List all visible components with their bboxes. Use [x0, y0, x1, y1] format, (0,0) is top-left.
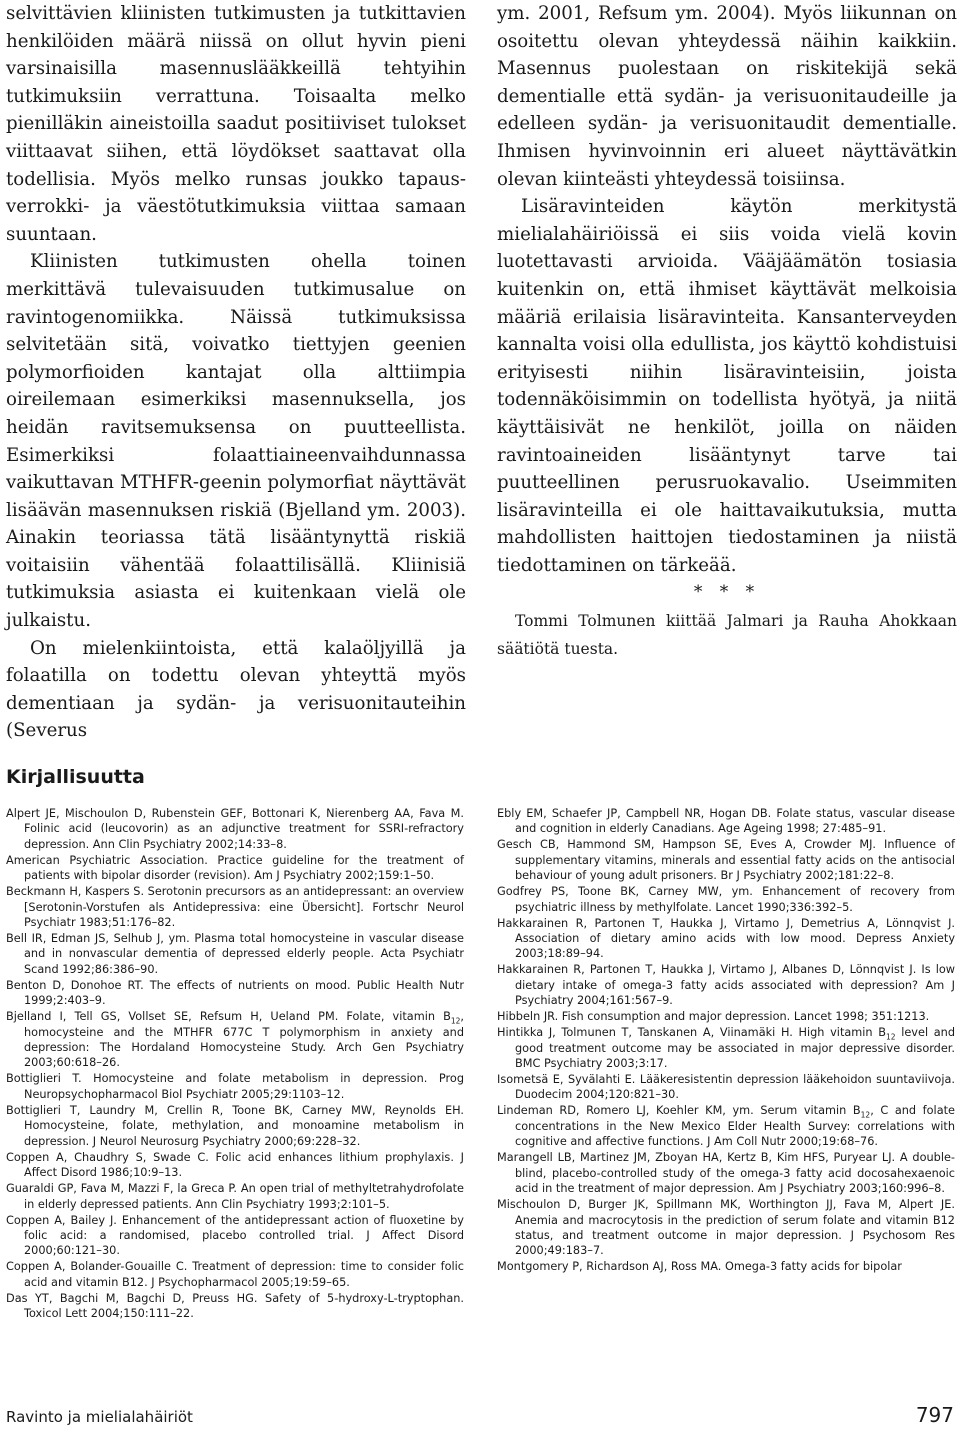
reference-entry: Bottiglieri T, Laundry M, Crellin R, Toone BK, Carney MW, Reynolds EH. Homocysteine, folate, methylation, and monoamine metabolism in depression. J Neurol Neurosurg Psychiatry 2000;69:228–32. — [6, 1103, 464, 1148]
body-paragraph: On mielenkiintoista, että kalaöljyillä ja folaatilla on todettu olevan yhteyttä myös dementiaan ja sydän- ja verisuonitauteihin (Severus — [6, 637, 466, 742]
reference-entry: Hibbeln JR. Fish consumption and major depression. Lancet 1998; 351:1213. — [497, 1010, 930, 1024]
reference-list-left — [6, 806, 464, 1322]
reference-entry: Marangell LB, Martinez JM, Zboyan HA, Kertz B, Kim HFS, Puryear LJ. A double-blind, placebo-controlled study of the omega-3 fatty acid docosahexaenoic acid in the treatment of major depression. Am J Psychiatry 2003;160:996–8. — [497, 1151, 955, 1196]
reference-text: Lindeman RD, Romero LJ, Koehler KM, ym. Serum vitamin B — [497, 1104, 861, 1118]
reference-entry: Coppen A, Chaudhry S, Swade C. Folic acid enhances lithium prophylaxis. J Affect Disord 1986;10:9–13. — [6, 1150, 464, 1180]
reference-text: , homocysteine and the MTHFR 677C T polymorphism in anxiety and depression: The Hordaland Homocysteine Study. Arch Gen Psychiatry 2003;60:618–26. — [24, 1010, 464, 1070]
reference-entry: Alpert JE, Mischoulon D, Rubenstein GEF, Bottonari K, Nierenberg AA, Fava M. Folinic acid (leucovorin) as an adjunctive treatment for SSRI-refractory depression. Ann Clin Psychiatry 2002;14:33–8. — [6, 807, 464, 851]
reference-entry: Benton D, Donohoe RT. The effects of nutrients on mood. Public Health Nutr 1999;2:403–9. — [6, 978, 464, 1008]
reference-entry: Isometsä E, Syvälahti E. Lääkeresistentin depression lääkehoidon suuntaviivoja. Duodecim 2004;120:821–30. — [497, 1073, 955, 1102]
subscript: 12 — [860, 1110, 871, 1120]
reference-entry: Godfrey PS, Toone BK, Carney MW, ym. Enhancement of recovery from psychiatric illness by methylfolate. Lancet 1990;336:392–5. — [497, 885, 955, 914]
reference-entry: Guaraldi GP, Fava M, Mazzi F, la Greca P. An open trial of methyltetrahydrofolate in elderly depressed patients. Ann Clin Psychiatry 1993;2:101–5. — [6, 1182, 464, 1211]
body-column-left — [6, 0, 466, 745]
reference-text: level and good treatment outcome may be associated in major depressive disorder. BMC Psychiatry 2003;3:17. — [515, 1026, 955, 1071]
reference-entry: Gesch CB, Hammond SM, Hampson SE, Eves A, Crowder MJ. Influence of supplementary vitamins, minerals and essential fatty acids on the antisocial behaviour of young adult prisoners. Br J Psychiatry 2002;181:22–8. — [497, 838, 955, 883]
reference-entry: Beckmann H, Kaspers S. Serotonin precursors as an antidepressant: an overview [Serotonin-Vorstufen als Antidepressiva: eine Übersicht]. Fortschr Neurol Psychiatr 1983;51:176–82. — [6, 885, 464, 930]
reference-entry: Mischoulon D, Burger JK, Spillmann MK, Worthington JJ, Fava M, Alpert JE. Anemia and macrocytosis in the prediction of serum folate and vitamin B12 status, and treatment outcome in major depression. J Psychosom Res 2000;49:183–7. — [497, 1198, 955, 1258]
reference-entry — [6, 1009, 464, 1071]
reference-text: , C and folate concentrations in the New Mexico Elder Health Survey: correlations with cognitive and affective functions. J Am Coll Nutr 2000;19:68–76. — [515, 1104, 955, 1149]
acknowledgement: Tommi Tolmunen kiittää Jalmari ja Rauha Ahokkaan säätiötä tuesta. — [497, 612, 957, 659]
body-paragraph: Lisäravinteiden käytön merkitystä mielialahäiriöissä ei siis voida vielä kovin luotettavasti arvioida. Vääjäämätön tosiasia kuitenkin on, että ihmiset käyttävät melkoisia määriä erilaisia lisäravinteita. Kansanterveyden kannalta voisi olla edullista, jos käyttö kohdistuisi erityisesti niihin lisäravinteisiin, joista todennäköisimmin on todellista hyötyä, ja niitä käyttäisivät ne henkilöt, joilla on näiden ravintoaineiden lisääntynyt tarve tai puutteellinen perusruokavalio. Useimmiten lisäravinteilla ei ole haittavaikutuksia, mutta mahdollisten haittojen tiedostaminen ja niistä tiedottaminen on tärkeää. — [497, 196, 957, 576]
reference-entry: Bottiglieri T. Homocysteine and folate metabolism in depression. Prog Neuropsychopharmacol Biol Psychiatr 2005;29:1103–12. — [6, 1072, 464, 1101]
reference-entry — [497, 1103, 955, 1149]
reference-entry: Das YT, Bagchi M, Bagchi D, Preuss HG. Safety of 5-hydroxy-L-tryptophan. Toxicol Lett 2004;150:111–22. — [6, 1291, 464, 1321]
body-column-right — [497, 0, 957, 663]
page-number: 797 — [915, 1403, 954, 1427]
reference-text: Hintikka J, Tolmunen T, Tanskanen A, Viinamäki H. High vitamin B — [497, 1026, 887, 1040]
body-paragraph: Kliinisten tutkimusten ohella toinen merkittävä tulevaisuuden tutkimusalue on ravintogenomiikka. Näissä tutkimuksissa selvitetään sitä, voivatko tiettyjen geenien polymorfioiden kantajat olla alttiimpia oireilemaan esimerkiksi masennuksella, jos heidän ravitsemuksensa on puutteellista. Esimerkiksi folaattiaineenvaihdunnassa vaikuttavan MTHFR-geenin polymorfiat näyttävät lisäävän masennuksen riskiä (Bjelland ym. 2003). Ainakin teoriassa tätä lisääntynyttä riskiä voitaisiin vähentää folaattilisällä. Kliinisiä tutkimuksia asiasta ei kuitenkaan vielä ole julkaistu. — [6, 251, 466, 632]
reference-entry: Montgomery P, Richardson AJ, Ross MA. Omega-3 fatty acids for bipolar — [497, 1260, 902, 1274]
reference-list-right — [497, 806, 955, 1275]
references-heading: Kirjallisuutta — [6, 766, 145, 788]
section-separator: * * * — [693, 582, 761, 603]
subscript: 12 — [886, 1032, 896, 1042]
reference-entry: Coppen A, Bolander-Gouaille C. Treatment of depression: time to consider folic acid and vitamin B12. J Psychopharmacol 2005;19:59–65. — [6, 1260, 464, 1289]
reference-entry: Coppen A, Bailey J. Enhancement of the antidepressant action of fluoxetine by folic acid: a randomised, placebo controlled trial. J Affect Disord 2000;60:121–30. — [6, 1213, 464, 1258]
reference-entry: American Psychiatric Association. Practice guideline for the treatment of patients with bipolar disorder (revision). Am J Psychiatry 2002;159:1–50. — [6, 853, 464, 883]
subscript: 12 — [450, 1016, 461, 1026]
body-paragraph: selvittävien kliinisten tutkimusten ja tutkittavien henkilöiden määrä niissä on ollut hyvin pieni varsinaisilla masennuslääkkeillä tehtyihin tutkimuksiin verrattuna. Toisaalta melko pienilläkin aineistoilla saadut positiiviset tulokset viittaavat siihen, että löydökset saattavat olla todellisia. Myös melko runsas joukko tapaus-verrokki- ja väestötutkimuksia viittaa samaan suuntaan. — [6, 3, 466, 245]
running-footer-title: Ravinto ja mielialahäiriöt — [6, 1408, 193, 1426]
reference-entry: Hakkarainen R, Partonen T, Haukka J, Virtamo J, Albanes D, Lönnqvist J. Is low dietary intake of omega-3 fatty acids associated with depression? Am J Psychiatry 2004;161:567–9. — [497, 963, 955, 1008]
reference-entry: Hakkarainen R, Partonen T, Haukka J, Virtamo J, Demetrius A, Lönnqvist J. Association of dietary amino acids with low mood. Depress Anxiety 2003;18:89–94. — [497, 916, 955, 961]
reference-text: Bjelland I, Tell GS, Vollset SE, Refsum H, Ueland PM. Folate, vitamin B — [6, 1010, 451, 1024]
reference-entry: Ebly EM, Schaefer JP, Campbell NR, Hogan DB. Folate status, vascular disease and cognition in elderly Canadians. Age Ageing 1998; 27:485–91. — [497, 807, 955, 836]
reference-entry — [497, 1025, 955, 1071]
reference-entry: Bell IR, Edman JS, Selhub J, ym. Plasma total homocysteine in vascular disease and in nonvascular dementia of depressed elderly people. Acta Psychiatr Scand 1992;86:386–90. — [6, 932, 464, 976]
body-paragraph: ym. 2001, Refsum ym. 2004). Myös liikunnan on osoitettu olevan yhteydessä näihin kaikkiin. Masennus puolestaan on riskitekijä sekä dementialle että sydän- ja verisuonitaudeille ja edelleen sydän- ja verisuonitaudit dementialle. Ihmisen hyvinvoinnin eri alueet näyttävätkin olevan kiinteästi yhteydessä toisiinsa. — [497, 3, 957, 190]
